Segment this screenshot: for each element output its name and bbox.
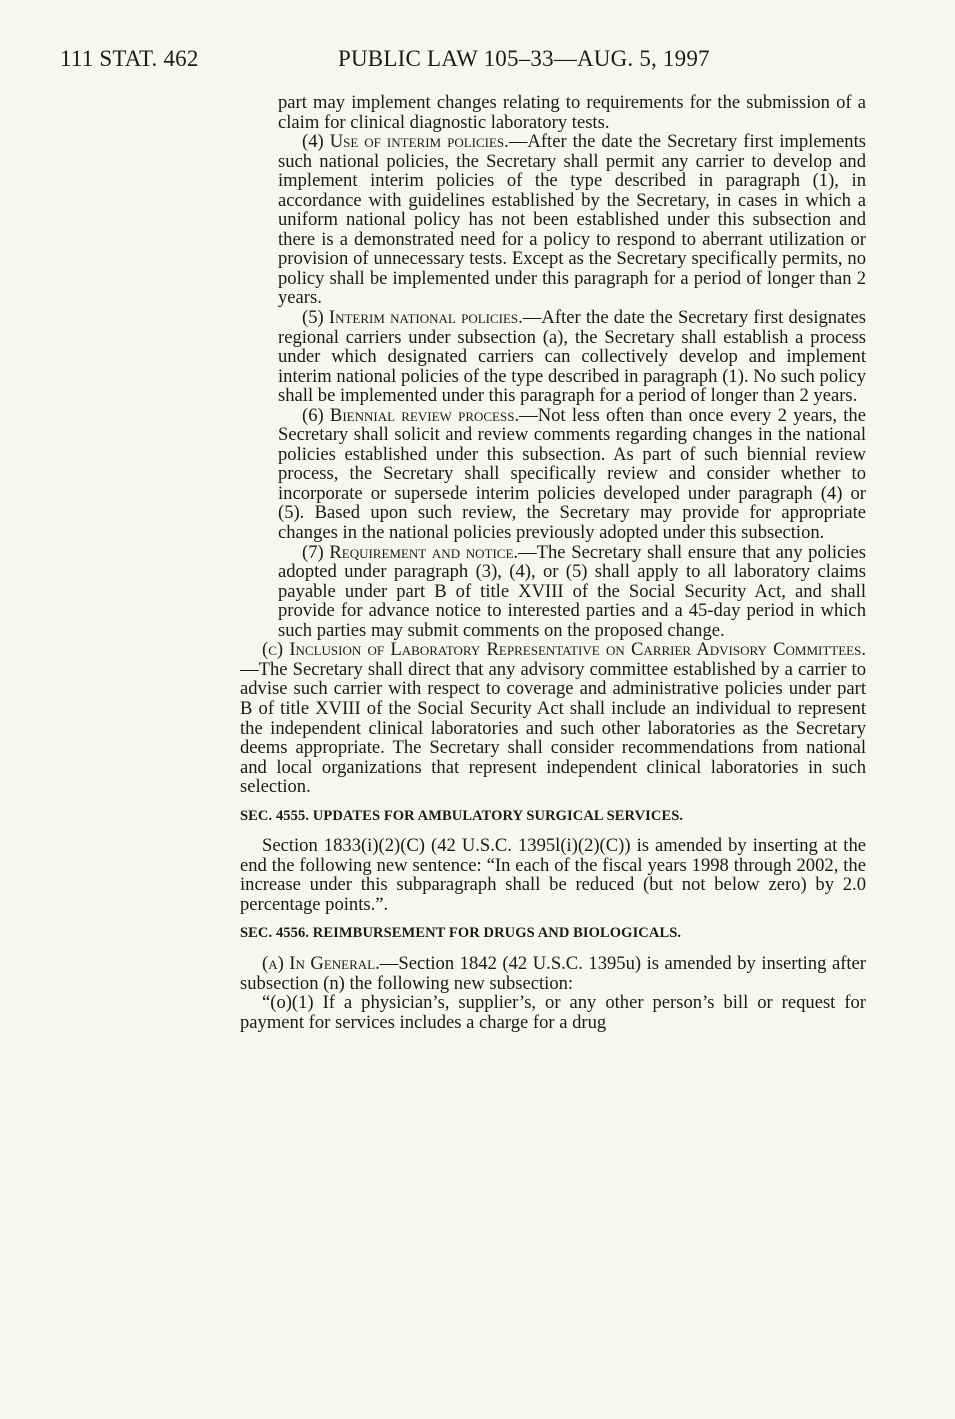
paragraph-4-heading: (4) Use of interim policies. [302, 131, 509, 153]
statute-page-number: 111 STAT. 462 [60, 46, 199, 71]
paragraph-4 [240, 132, 866, 308]
subsection-a [240, 954, 866, 993]
section-4555-text: Section 1833(i)(2)(C) (42 U.S.C. 1395l(i)(2)(C)) is amended by inserting at the end the following new sentence: “In each of the fiscal years 1998 through 2002, the increase under this subparagraph shall be reduced (but not below zero) by 2.0 percentage points.”. [240, 835, 866, 915]
section-4556-heading: SEC. 4556. REIMBURSEMENT FOR DRUGS AND BIOLOGICALS. [240, 925, 682, 942]
subsection-o-text: “(o)(1) If a physician’s, supplier’s, or any other person’s bill or request for payment for services includes a charge for a drug [240, 992, 866, 1033]
paragraph-7-text: —The Secretary shall ensure that any policies adopted under paragraph (3), (4), or (5) shall apply to all laboratory claims payable under part B of title XVIII of the Social Security Act, and shall provide for advance notice to interested parties and a 45-day period in which such parties may submit comments on the proposed change. [278, 541, 866, 641]
paragraph-5 [240, 308, 866, 406]
paragraph-5-heading: (5) Interim national policies. [302, 307, 523, 329]
running-title: PUBLIC LAW 105–33—AUG. 5, 1997 [338, 46, 710, 71]
subsection-a-text: —Section 1842 (42 U.S.C. 1395u) is amended by inserting after subsection (n) the following new subsection: [240, 952, 866, 994]
paragraph-6-text: —Not less often than once every 2 years, the Secretary shall solicit and review comments regarding changes in the national policies established under this subsection. As part of such biennial review process, the Secretary shall specifically review and consider whether to incorporate or supersede interim policies developed under paragraph (4) or (5). Based upon such review, the Secretary may provide for appropriate changes in the national policies previously adopted under this subsection. [278, 404, 866, 544]
paragraph-6-heading: (6) Biennial review process. [302, 404, 520, 426]
body-text [240, 93, 866, 1032]
paragraph-continuation: part may implement changes relating to requirements for the submission of a claim for clinical diagnostic laboratory tests. [278, 92, 866, 133]
page-header [60, 46, 860, 76]
paragraph-7 [240, 543, 866, 641]
subsection-c [240, 640, 866, 796]
subsection-c-heading: (c) Inclusion of Laboratory Representative on Carrier Advisory Committees. [262, 639, 866, 661]
paragraph-7-heading: (7) Requirement and notice. [302, 541, 519, 563]
subsection-a-heading: (a) In General. [262, 952, 380, 974]
paragraph-6 [240, 406, 866, 543]
paragraph-4-text: —After the date the Secretary first implements such national policies, the Secretary shall permit any carrier to develop and implement interim policies of the type described in paragraph (1), in accordance with guidelines established by the Secretary, in cases in which a uniform national policy has not been established under this subsection and there is a demonstrated need for a policy to respond to aberrant utilization or provision of unnecessary tests. Except as the Secretary specifically permits, no policy shall be implemented under this paragraph for a period of longer than 2 years. [278, 131, 867, 309]
section-4555-heading: SEC. 4555. UPDATES FOR AMBULATORY SURGICAL SERVICES. [240, 807, 684, 824]
paragraph-5-text: —After the date the Secretary first designates regional carriers under subsection (a), the Secretary shall establish a process under which designated carriers can collectively develop and implement interim national policies of the type described in paragraph (1). No such policy shall be implemented under this paragraph for a period of longer than 2 years. [278, 307, 866, 407]
subsection-c-text: —The Secretary shall direct that any advisory committee established by a carrier to advise such carrier with respect to coverage and administrative policies under part B of title XVIII of the Social Security Act shall include an individual to represent the independent clinical laboratories and such other laboratories as the Secretary deems appropriate. The Secretary shall consider recommendations from national and local organizations that represent independent clinical laboratories in such selection. [240, 658, 866, 798]
